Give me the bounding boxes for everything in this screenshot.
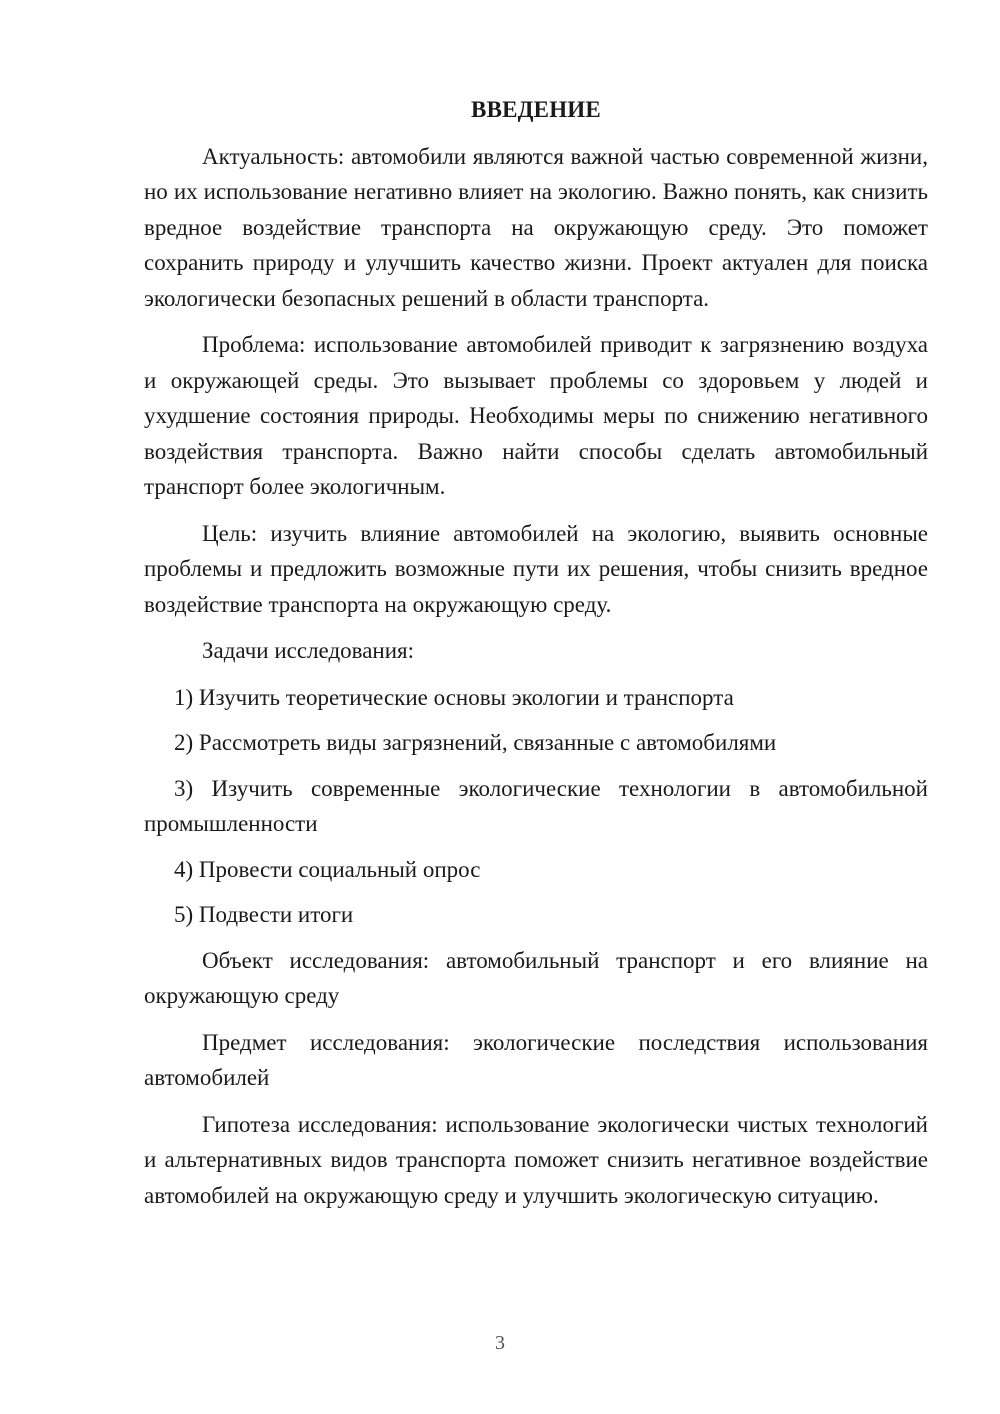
goal-paragraph: Цель: изучить влияние автомобилей на экологию, выявить основные проблемы и предложить возможные пути их решения, чтобы снизить вредное воздействие транспорта на окружающую среду. xyxy=(144,520,928,617)
page-number: 3 xyxy=(495,1332,505,1354)
object-paragraph: Объект исследования: автомобильный транспорт и его влияние на окружающую среду xyxy=(144,947,928,1008)
tasks-heading: Задачи исследования: xyxy=(202,638,415,663)
document-body xyxy=(144,92,928,1224)
relevance-paragraph: Актуальность: автомобили являются важной частью современной жизни, но их использование негативно влияет на экологию. Важно понять, как снизить вредное воздействие транспорта на окружающую среду. Это поможет сохранить природу и улучшить качество жизни. Проект актуален для поиска экологически безопасных решений в области транспорта. xyxy=(144,143,928,311)
task-item-2: 2) Рассмотреть виды загрязнений, связанные с автомобилями xyxy=(174,730,777,755)
hypothesis-paragraph: Гипотеза исследования: использование экологически чистых технологий и альтернативных видов транспорта поможет снизить негативное воздействие автомобилей на окружающую среду и улучшить экологическую ситуацию. xyxy=(144,1111,928,1208)
task-item-1: 1) Изучить теоретические основы экологии и транспорта xyxy=(174,684,734,710)
task-item-4: 4) Провести социальный опрос xyxy=(174,856,481,882)
subject-paragraph: Предмет исследования: экологические последствия использования автомобилей xyxy=(144,1029,928,1090)
task-item-3: 3) Изучить современные экологические технологии в автомобильной промышленности xyxy=(144,775,928,836)
task-item-5: 5) Подвести итоги xyxy=(174,902,354,927)
section-heading: ВВЕДЕНИЕ xyxy=(471,97,601,122)
problem-paragraph: Проблема: использование автомобилей приводит к загрязнению воздуха и окружающей среды. Это вызывает проблемы со здоровьем у людей и ухудшение состояния природы. Необходимы меры по снижению негативного воздействия транспорта. Важно найти способы сделать автомобильный транспорт более экологичным. xyxy=(144,332,928,499)
